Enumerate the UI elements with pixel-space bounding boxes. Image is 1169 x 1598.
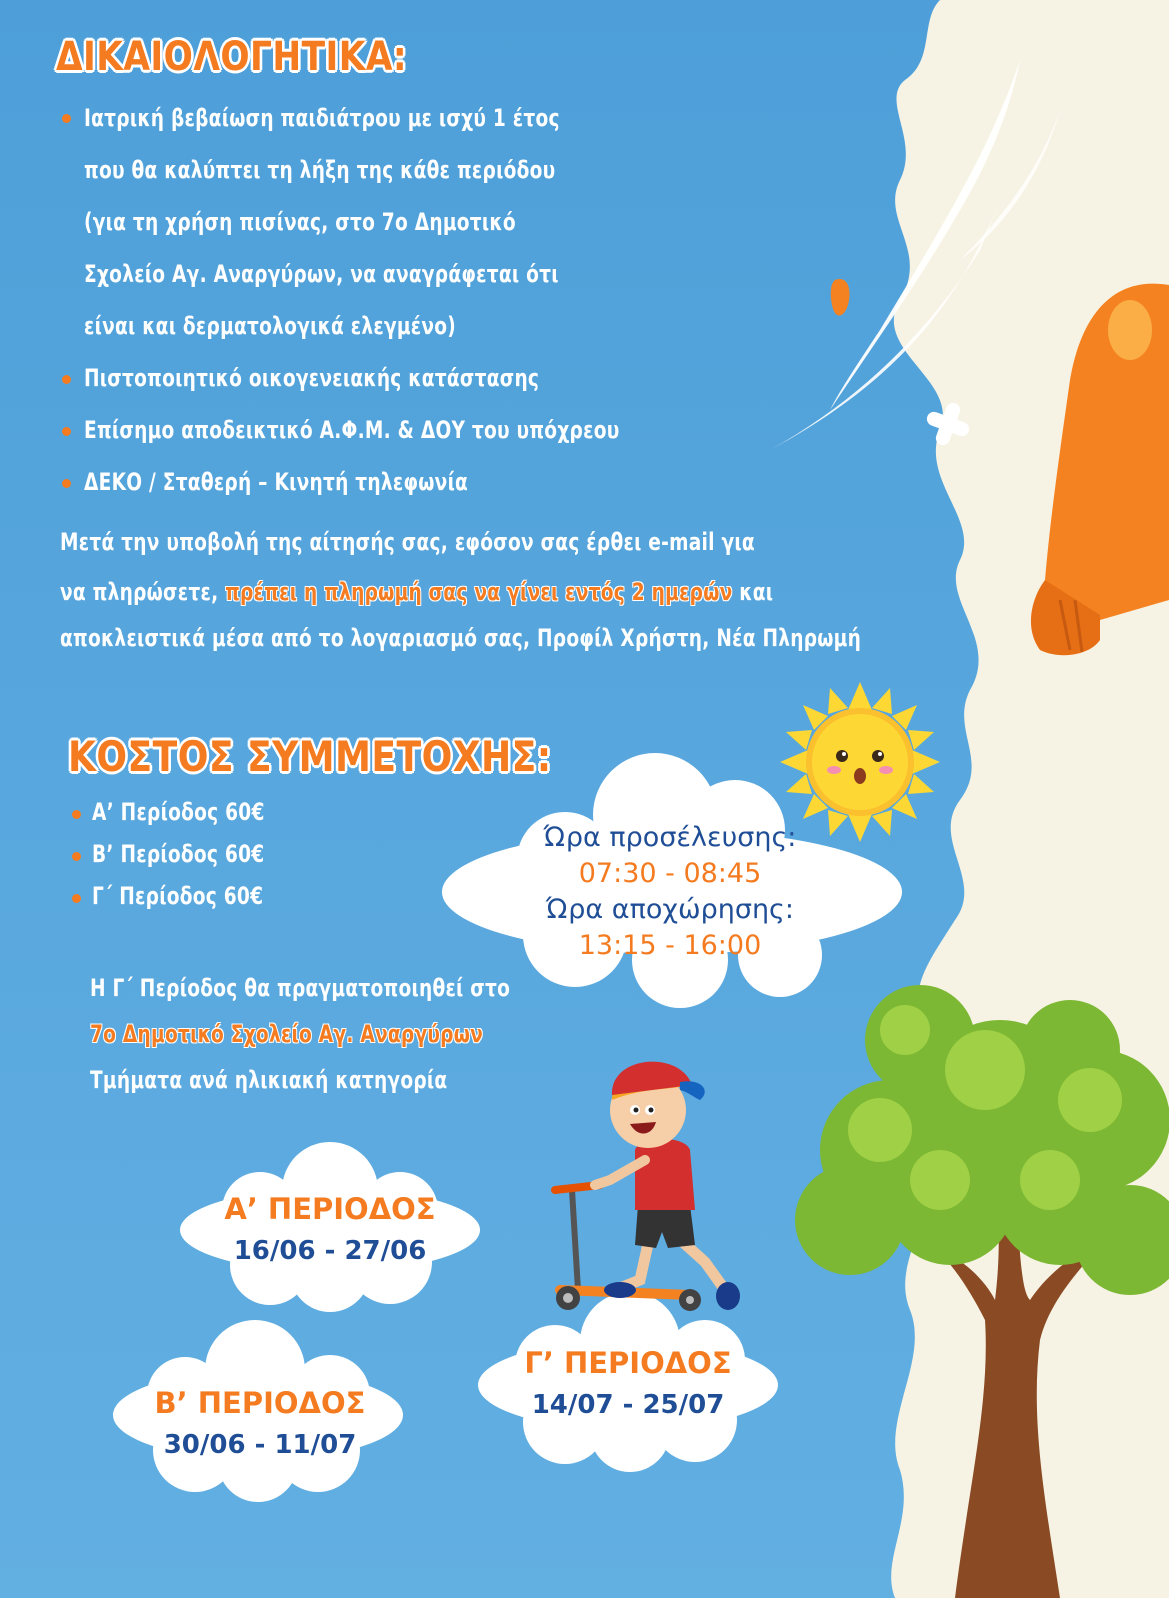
doc-item-1-line-4: Σχολείο Αγ. Αναργύρων, να αναγράφεται ότι [84, 260, 559, 288]
bullet-icon [62, 427, 71, 436]
sparkle-icon [920, 396, 976, 452]
cost-item-a: Α’ Περίοδος 60€ [92, 798, 265, 826]
payment-note-line-2 [60, 578, 773, 606]
rocket-icon [1031, 284, 1169, 656]
cost-item-c: Γ΄ Περίοδος 60€ [92, 882, 264, 910]
payment-note-line-2-start: να πληρώσετε, [60, 578, 226, 606]
cloud-period-c [478, 1292, 778, 1472]
doc-item-4: ΔΕΚΟ / Σταθερή – Κινητή τηλεφωνία [84, 468, 469, 496]
period-a-name: Α’ ΠΕΡΙΟΔΟΣ [224, 1192, 436, 1226]
payment-note-line-3: αποκλειστικά μέσα από το λογαριασμό σας, Προφίλ Χρήστη, Νέα Πληρωμή [60, 624, 862, 652]
period-c-name: Γ’ ΠΕΡΙΟΔΟΣ [524, 1346, 732, 1380]
payment-note-line-2-end: και [732, 578, 774, 606]
doc-item-2: Πιστοποιητικό οικογενειακής κατάστασης [84, 364, 540, 392]
period-a-dates: 16/06 - 27/06 [233, 1236, 427, 1266]
departure-label: Ώρα αποχώρησης: [545, 894, 794, 925]
scooter-boy-icon [555, 1062, 740, 1311]
departure-time: 13:15 - 16:00 [578, 930, 762, 961]
tree-icon [795, 985, 1169, 1598]
location-line-3: Τμήματα ανά ηλικιακή κατηγορία [90, 1066, 448, 1094]
capsule-icon [831, 279, 850, 315]
period-b-name: Β’ ΠΕΡΙΟΔΟΣ [154, 1386, 366, 1420]
bullet-icon [72, 810, 81, 819]
cost-title: ΚΟΣΤΟΣ ΣΥΜΜΕΤΟΧΗΣ: [68, 732, 552, 781]
bullet-icon [62, 375, 71, 384]
documents-title: ΔΙΚΑΙΟΛΟΓΗΤΙΚΑ: [56, 34, 408, 80]
arrival-time: 07:30 - 08:45 [578, 858, 762, 889]
cost-item-b: Β’ Περίοδος 60€ [92, 840, 265, 868]
payment-note-line-1: Μετά την υποβολή της αίτησής σας, εφόσον σας έρθει e-mail για [60, 528, 755, 556]
cloud-period-a [180, 1142, 480, 1312]
location-school: 7ο Δημοτικό Σχολείο Αγ. Αναργύρων [90, 1020, 484, 1048]
doc-item-1-line-3: (για τη χρήση πισίνας, στο 7ο Δημοτικό [84, 208, 516, 236]
doc-item-1-line-1: Ιατρική βεβαίωση παιδιάτρου με ισχύ 1 έτος [84, 104, 560, 132]
doc-item-1-line-2: που θα καλύπτει τη λήξη της κάθε περιόδου [84, 156, 556, 184]
sun-icon [780, 682, 940, 842]
bullet-icon [62, 479, 71, 488]
period-b-dates: 30/06 - 11/07 [163, 1430, 357, 1460]
period-c-dates: 14/07 - 25/07 [531, 1390, 725, 1420]
bullet-icon [72, 894, 81, 903]
doc-item-1-line-5: είναι και δερματολογικά ελεγμένο) [84, 312, 457, 340]
bullet-icon [62, 114, 71, 123]
bullet-icon [72, 852, 81, 861]
doc-item-3: Επίσημο αποδεικτικό Α.Φ.Μ. & ΔΟΥ του υπόχρεου [84, 416, 620, 444]
payment-deadline-highlight: πρέπει η πληρωμή σας να γίνει εντός 2 ημερών [225, 578, 733, 606]
arrival-label: Ώρα προσέλευσης: [543, 822, 797, 853]
location-line-1: Η Γ΄ Περίοδος θα πραγματοποιηθεί στο [90, 974, 511, 1002]
